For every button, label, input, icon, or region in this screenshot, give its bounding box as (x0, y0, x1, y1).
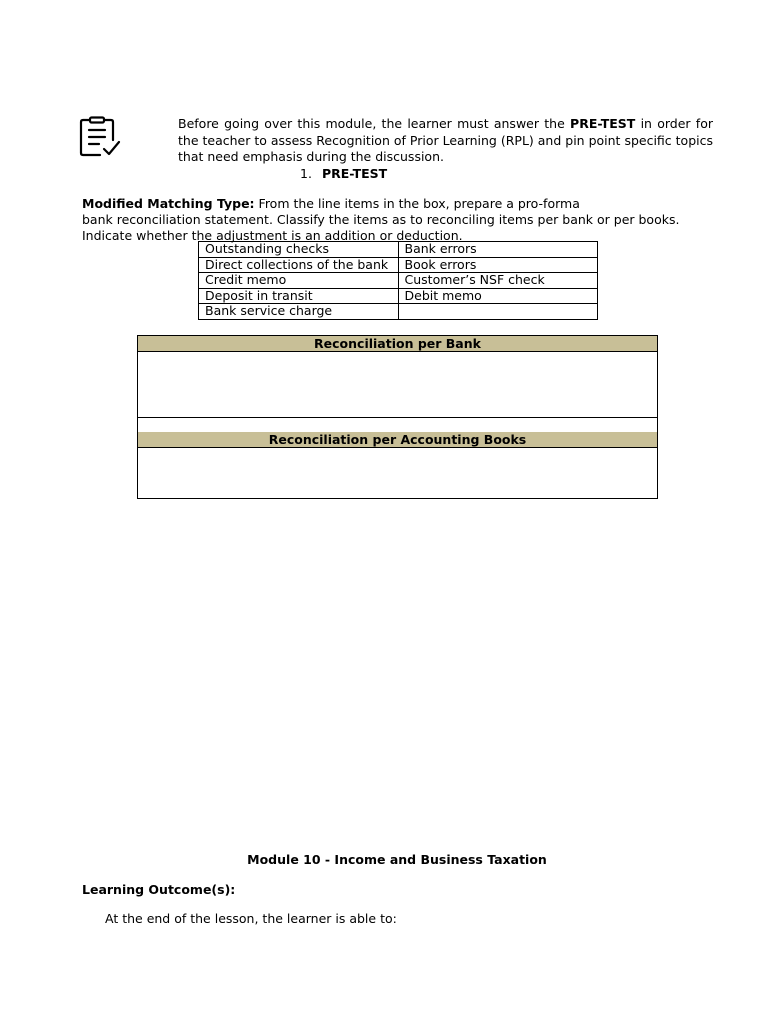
instructions-line-1 (82, 196, 642, 212)
table-cell (398, 304, 598, 320)
table-row (199, 242, 598, 258)
reconciliation-spacer-row (138, 418, 657, 433)
intro-paragraph (178, 116, 713, 166)
reconciliation-per-bank-box (137, 335, 658, 433)
instructions-line-2: bank reconciliation statement. Classify the items as to reconciling items per bank or per books. (82, 212, 680, 227)
instructions-line1-text: From the line items in the box, prepare a pro-forma (254, 196, 580, 211)
instructions-line-3: Indicate whether the adjustment is an addition or deduction. (82, 228, 463, 243)
learning-outcome-text: At the end of the lesson, the learner is able to: (105, 911, 397, 926)
table-cell: Bank errors (398, 242, 598, 258)
intro-text-end: in order for the teacher to assess Recognition of Prior Learning (RPL) and pin point specific topics that need emphasis during the discussion. (178, 116, 713, 164)
table-row (199, 257, 598, 273)
intro-text-start: Before going over this module, the learner must answer the (178, 116, 571, 131)
pretest-label: PRE-TEST (321, 166, 388, 181)
table-cell: Bank service charge (199, 304, 399, 320)
reconciliation-per-books-header: Reconciliation per Accounting Books (138, 432, 657, 448)
table-cell: Debit memo (398, 288, 598, 304)
instructions-lead: Modified Matching Type: (82, 196, 255, 211)
intro-pretest-bold: PRE-TEST (570, 116, 636, 131)
table-row (199, 288, 598, 304)
table-row (199, 304, 598, 320)
line-items-table (198, 241, 598, 320)
instructions (82, 196, 680, 244)
table-cell: Direct collections of the bank (199, 257, 399, 273)
reconciliation-per-books-box (137, 432, 658, 499)
pretest-number: 1. (300, 166, 312, 181)
reconciliation-per-books-answer-area[interactable] (138, 448, 657, 498)
reconciliation-per-bank-header: Reconciliation per Bank (138, 336, 657, 352)
table-cell: Deposit in transit (199, 288, 399, 304)
table-cell: Book errors (398, 257, 598, 273)
learning-outcome-heading: Learning Outcome(s): (82, 882, 236, 897)
table-cell: Credit memo (199, 273, 399, 289)
pretest-heading (300, 166, 387, 181)
table-cell: Customer’s NSF check (398, 273, 598, 289)
reconciliation-per-bank-answer-area[interactable] (138, 352, 657, 418)
table-row (199, 273, 598, 289)
module-title: Module 10 - Income and Business Taxation (247, 852, 547, 867)
table-cell: Outstanding checks (199, 242, 399, 258)
clipboard-check-icon (78, 116, 122, 160)
